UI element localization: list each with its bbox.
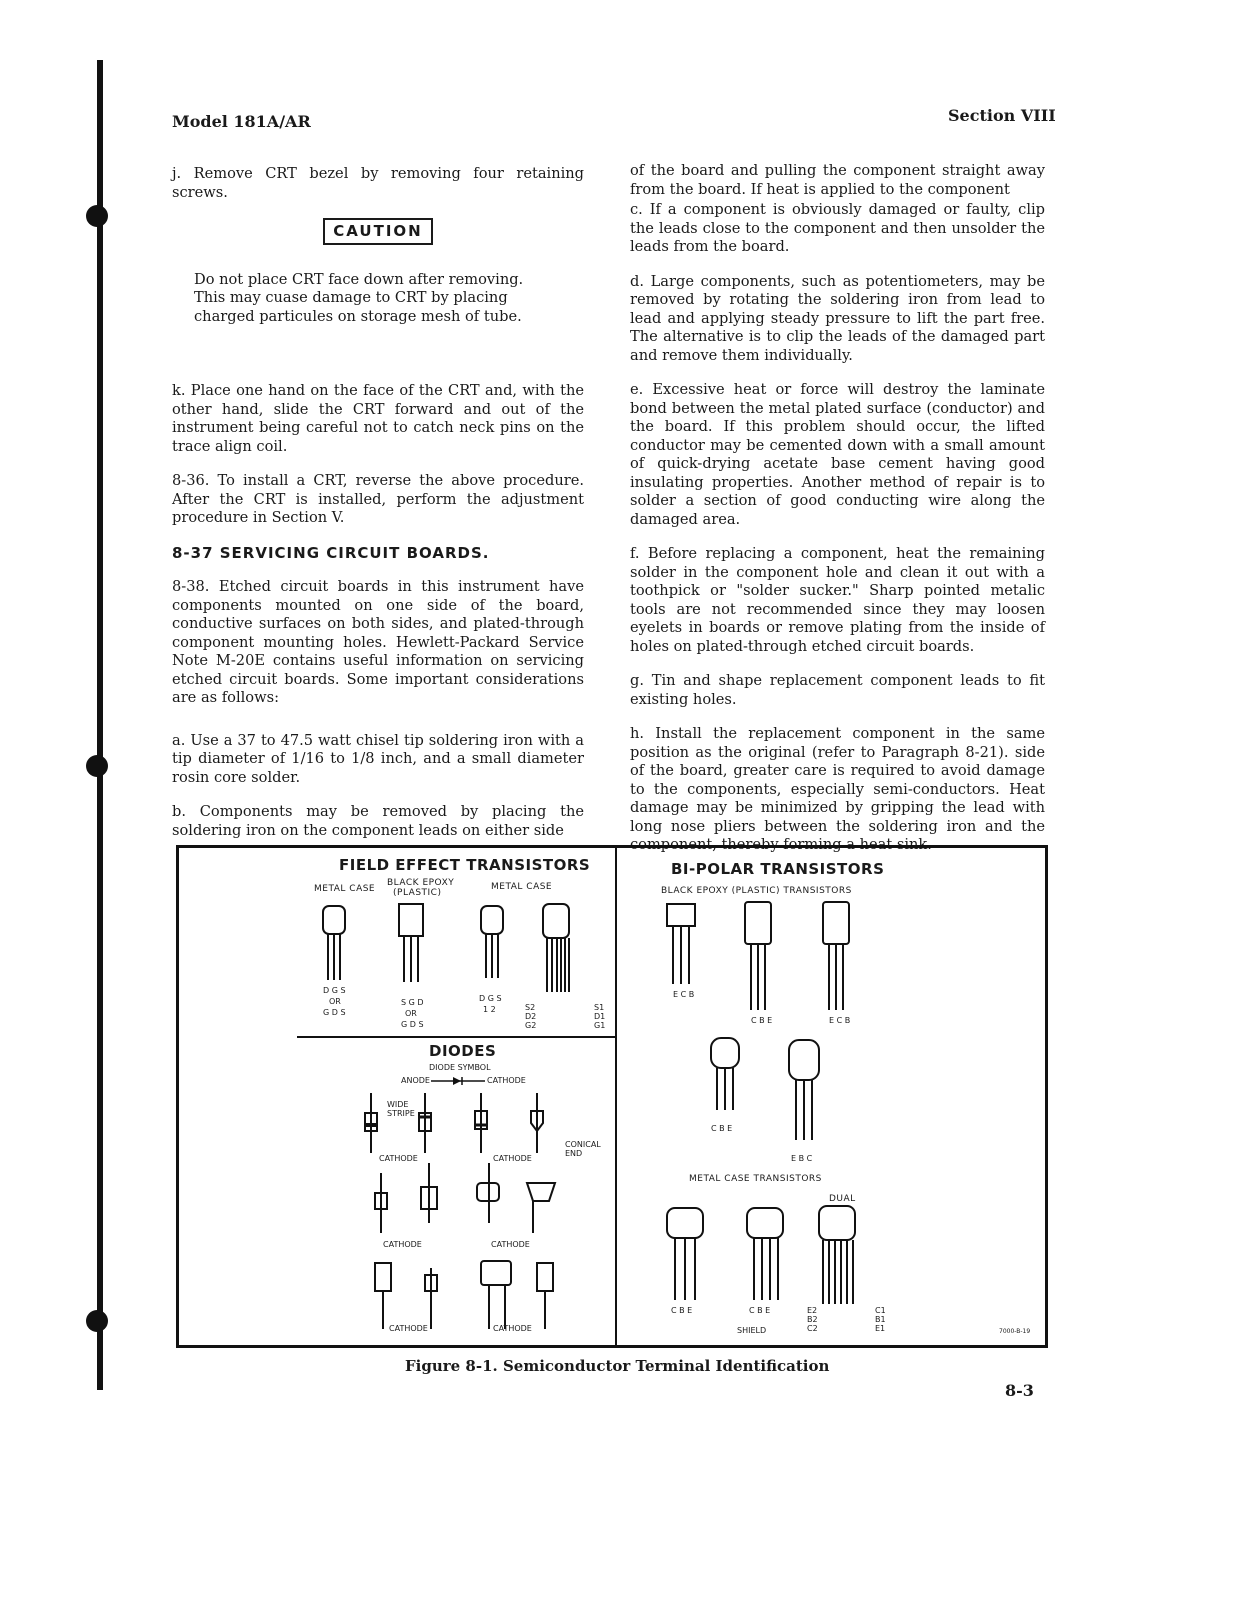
step-d: d. Large components, such as potentiometers, may be removed by rotating the soldering iron from lead to lead and applying steady pressure to lift the part free. The alternative is to clip the leads of the damaged part and remove them individually.: [630, 272, 1045, 364]
heading-8-37: 8-37 SERVICING CIRCUIT BOARDS.: [172, 543, 490, 562]
diode-drawings: [359, 1093, 609, 1333]
fet-metal-case-1: [323, 906, 345, 980]
metal-case-transistor-1: [667, 1208, 703, 1300]
fet-pins-4-right: S1 D1 G1: [594, 1003, 606, 1030]
fet-black-epoxy: [399, 904, 423, 982]
conical-end-label: CONICAL END: [565, 1140, 601, 1158]
bp-pins-5: E B C: [791, 1154, 813, 1163]
model-header: Model 181A/AR: [172, 112, 311, 131]
diode-axial-1: [365, 1093, 431, 1153]
anode-label: ANODE: [401, 1076, 430, 1085]
punch-hole-bottom: [86, 1310, 108, 1332]
diode-symbol-icon: [431, 1076, 485, 1086]
figure-horizontal-divider: [297, 1036, 615, 1038]
right-column: [630, 162, 1045, 871]
cathode-label-2: CATHODE: [493, 1154, 532, 1163]
fet-metal-case-2: [481, 906, 503, 978]
mc-pins-1: C B E: [671, 1306, 693, 1315]
black-epoxy-transistors-label: BLACK EPOXY (PLASTIC) TRANSISTORS: [661, 886, 852, 896]
diode-symbol-label: DIODE SYMBOL: [429, 1063, 491, 1072]
caution-label: CAUTION: [323, 218, 432, 245]
step-h: h. Install the replacement component in the same position as the original (refer to Paragraph 8-21). side of the board, greater care is required to avoid damage to the components, especially semi-conductors. Heat damage may be minimized by gripping the lead with long nose pliers between the soldering iron and the component, thereby forming a heat sink.: [630, 725, 1045, 853]
shield-label: SHIELD: [737, 1326, 767, 1335]
step-g: g. Tin and shape replacement component leads to fit existing holes.: [630, 672, 1045, 708]
figure-8-1: [176, 845, 1048, 1348]
metal-case-transistor-2: [747, 1208, 783, 1300]
diode-row-2: [375, 1163, 555, 1233]
caution-text: Do not place CRT face down after removing. This may cuase damage to CRT by placing charged particules on storage mesh of tube.: [194, 270, 524, 325]
cathode-label-6: CATHODE: [493, 1324, 532, 1333]
metal-case-transistors-label: METAL CASE TRANSISTORS: [689, 1174, 822, 1184]
fet-drawings: [299, 900, 615, 1032]
binder-edge-line: [97, 60, 103, 1390]
step-k: k. Place one hand on the face of the CRT and, with the other hand, slide the CRT forward and out of the instrument being careful not to catch neck pins on the trace align coil.: [172, 382, 584, 455]
wide-stripe-label: WIDE STRIPE: [387, 1100, 415, 1118]
paragraph-8-38: 8-38. Etched circuit boards in this instrument have components mounted on one side of the board, conductive surfaces on both sides, and plated-through component mounting holes. Hewlett-Packard Service Note M-20E contains useful information on servicing etched circuit boards. Some important considerations are as follows:: [172, 578, 584, 706]
metal-case-drawings: [659, 1204, 879, 1314]
bipolar-epoxy-3: [823, 902, 849, 1010]
mc-dual-pins-left: E2 B2 C2: [807, 1306, 818, 1333]
diode-row-3: [375, 1261, 553, 1329]
dual-label: DUAL: [829, 1194, 856, 1204]
fet-pins-3b: 1 2: [483, 1005, 496, 1014]
step-a: a. Use a 37 to 47.5 watt chisel tip soldering iron with a tip diameter of 1/16 to 1/8 inch, and a small diameter rosin core solder.: [172, 731, 584, 786]
paragraph-8-36: 8-36. To install a CRT, reverse the above procedure. After the CRT is installed, perform the adjustment procedure in Section V.: [172, 472, 584, 526]
cathode-label-5: CATHODE: [389, 1324, 428, 1333]
fet-pins-2c: G D S: [401, 1020, 424, 1029]
fet-metal-case-label-1: METAL CASE: [314, 884, 376, 894]
bipolar-epoxy-1: [667, 904, 695, 984]
bipolar-epoxy-2: [745, 902, 771, 1010]
metal-case-transistor-dual: [819, 1206, 855, 1304]
fet-metal-case-label-2: METAL CASE: [491, 882, 553, 892]
figure-caption: Figure 8-1. Semiconductor Terminal Identification: [405, 1357, 830, 1375]
bipolar-epoxy-4: [711, 1038, 739, 1110]
bipolar-title: BI-POLAR TRANSISTORS: [671, 860, 885, 878]
cathode-label-4: CATHODE: [491, 1240, 530, 1249]
step-j: j. Remove CRT bezel by removing four retaining screws.: [172, 165, 584, 201]
mc-pins-2: C B E: [749, 1306, 771, 1315]
step-b-continued: of the board and pulling the component straight away from the board. If heat is applied to the component: [630, 162, 1045, 198]
step-e: e. Excessive heat or force will destroy the laminate bond between the metal plated surface (conductor) and the board. If this problem should occur, the lifted conductor may be cemented down with a small amount of quick-drying acetate base cement having good insulating properties. Another method of repair is to solder a section of good conducting wire along the damaged area.: [630, 381, 1045, 528]
bp-pins-1: E C B: [673, 990, 695, 999]
punch-hole-top: [86, 205, 108, 227]
bp-pins-4: C B E: [711, 1124, 733, 1133]
fet-plastic-label: (PLASTIC): [393, 888, 442, 898]
fet-pins-1a: D G S: [323, 986, 346, 995]
punch-hole-middle: [86, 755, 108, 777]
fet-pins-2a: S G D: [401, 998, 424, 1007]
fet-title: FIELD EFFECT TRANSISTORS: [339, 856, 591, 874]
bp-pins-2: C B E: [751, 1016, 773, 1025]
step-c: c. If a component is obviously damaged or faulty, clip the leads close to the component and then unsolder the leads from the board.: [630, 201, 1045, 255]
cathode-label-symbol: CATHODE: [487, 1076, 526, 1085]
cathode-label-1: CATHODE: [379, 1154, 418, 1163]
cathode-label-3: CATHODE: [383, 1240, 422, 1249]
fet-pins-3a: D G S: [479, 994, 502, 1003]
fet-pins-1c: G D S: [323, 1008, 346, 1017]
diode-axial-2: [475, 1093, 543, 1153]
step-b: b. Components may be removed by placing the soldering iron on the component leads on either side: [172, 803, 584, 839]
section-header: Section VIII: [948, 106, 1056, 125]
fet-black-epoxy-label: BLACK EPOXY: [387, 878, 455, 888]
bp-pins-3: E C B: [829, 1016, 851, 1025]
fet-pins-4-left: S2 D2 G2: [525, 1003, 537, 1030]
figure-ref-code: 7000-B-19: [999, 1328, 1031, 1335]
fet-pins-2b: OR: [405, 1009, 417, 1018]
page-number: 8-3: [1005, 1381, 1034, 1400]
diodes-title: DIODES: [429, 1042, 497, 1060]
left-column: [172, 165, 584, 856]
fet-pins-1b: OR: [329, 997, 341, 1006]
fet-dual-metal-case: [543, 904, 569, 992]
step-f: f. Before replacing a component, heat the remaining solder in the component hole and clean it out with a toothpick or "solder sucker." Sharp pointed metalic tools are not recommended since they may loosen eyelets in boards or remove plating from the inside of holes on plated-through etched circuit boards.: [630, 545, 1045, 655]
mc-dual-pins-right: C1 B1 E1: [875, 1306, 886, 1333]
bipolar-epoxy-5: [789, 1040, 819, 1140]
figure-vertical-divider: [615, 848, 617, 1348]
bipolar-epoxy-drawings: [659, 900, 879, 1150]
